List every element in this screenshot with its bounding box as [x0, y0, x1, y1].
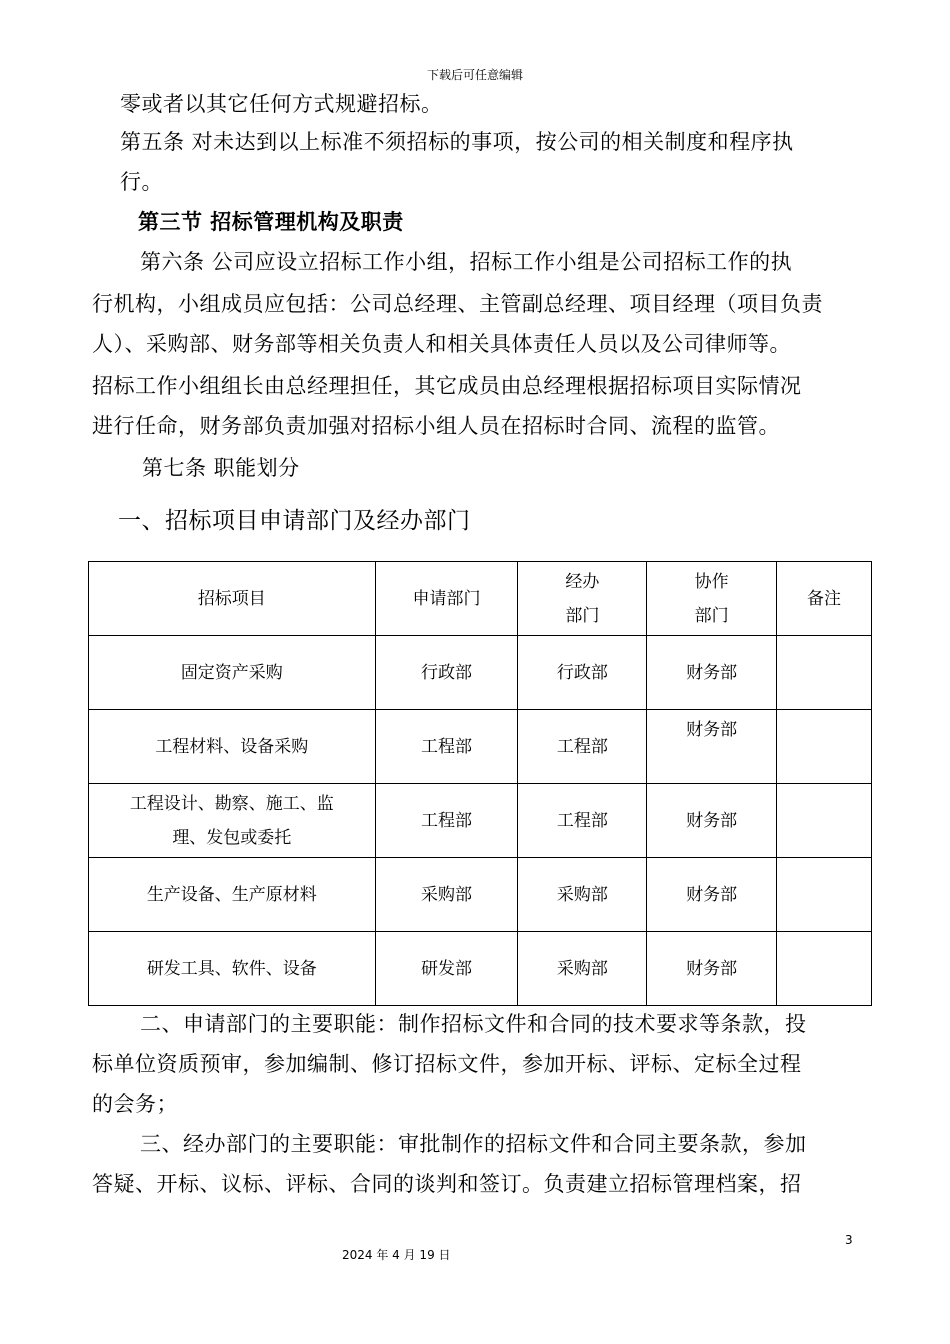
- table-cell: 财务部: [647, 932, 777, 1006]
- article-heading: 第七条 职能划分: [142, 456, 300, 480]
- body-line: 行。: [120, 170, 163, 194]
- table-cell: 生产设备、生产原材料: [89, 858, 376, 932]
- body-line: 的会务；: [92, 1092, 178, 1116]
- table-cell: 行政部: [518, 636, 647, 710]
- table-cell: 研发部: [375, 932, 518, 1006]
- table-cell: 工程部: [375, 784, 518, 858]
- table-cell: 财务部: [647, 710, 777, 784]
- table-row: [89, 932, 872, 1006]
- table-cell: [777, 784, 872, 858]
- header-cell: 招标项目: [89, 562, 376, 636]
- body-line: 三、经办部门的主要职能：审批制作的招标文件和合同主要条款，参加: [140, 1132, 807, 1156]
- header-note: 下载后可任意编辑: [426, 68, 523, 82]
- table-cell: 采购部: [375, 858, 518, 932]
- table-cell: [777, 858, 872, 932]
- body-line: 第六条 公司应设立招标工作小组，招标工作小组是公司招标工作的执: [140, 250, 793, 274]
- table-cell: 工程部: [375, 710, 518, 784]
- section-heading: 第三节 招标管理机构及职责: [138, 210, 404, 234]
- table-cell: 采购部: [518, 932, 647, 1006]
- table-cell: 行政部: [375, 636, 518, 710]
- table-cell: 工程部: [518, 784, 647, 858]
- body-line: 招标工作小组组长由总经理担任，其它成员由总经理根据招标项目实际情况: [92, 374, 802, 398]
- table-cell: [777, 710, 872, 784]
- subsection-heading: 一、招标项目申请部门及经办部门: [118, 508, 471, 534]
- body-line: 二、申请部门的主要职能：制作招标文件和合同的技术要求等条款，投: [140, 1012, 807, 1036]
- table-cell: 财务部: [647, 784, 777, 858]
- table-cell: 研发工具、软件、设备: [89, 932, 376, 1006]
- table-cell: 固定资产采购: [89, 636, 376, 710]
- table-cell: 工程部: [518, 710, 647, 784]
- table-header-row: [89, 562, 872, 636]
- table-cell: [777, 636, 872, 710]
- table-row: [89, 784, 872, 858]
- body-line: 行机构，小组成员应包括：公司总经理、主管副总经理、项目经理（项目负责: [92, 292, 823, 316]
- header-cell: 备注: [777, 562, 872, 636]
- table-row: [89, 636, 872, 710]
- header-cell: 经办 部门: [518, 562, 647, 636]
- page-number: 3: [845, 1233, 853, 1247]
- table-cell: 工程设计、勘察、施工、监 理、发包或委托: [89, 784, 376, 858]
- table-cell: 采购部: [518, 858, 647, 932]
- body-line: 答疑、开标、议标、评标、合同的谈判和签订。负责建立招标管理档案，招: [92, 1172, 802, 1196]
- table-cell: 财务部: [647, 858, 777, 932]
- table-cell: [777, 932, 872, 1006]
- header-cell: 申请部门: [375, 562, 518, 636]
- table-cell: 工程材料、设备采购: [89, 710, 376, 784]
- table-row: [89, 710, 872, 784]
- department-table: [88, 561, 872, 1006]
- body-line: 标单位资质预审，参加编制、修订招标文件，参加开标、评标、定标全过程: [92, 1052, 802, 1076]
- body-line: 进行任命，财务部负责加强对招标小组人员在招标时合同、流程的监管。: [92, 414, 780, 438]
- body-line: 零或者以其它任何方式规避招标。: [120, 92, 443, 116]
- body-line: 第五条 对未达到以上标准不须招标的事项，按公司的相关制度和程序执: [120, 130, 794, 154]
- table-cell: 财务部: [647, 636, 777, 710]
- footer-date: 2024 年 4 月 19 日: [342, 1248, 451, 1262]
- body-line: 人）、采购部、财务部等相关负责人和相关具体责任人员以及公司律师等。: [92, 332, 791, 356]
- table-row: [89, 858, 872, 932]
- header-cell: 协作 部门: [647, 562, 777, 636]
